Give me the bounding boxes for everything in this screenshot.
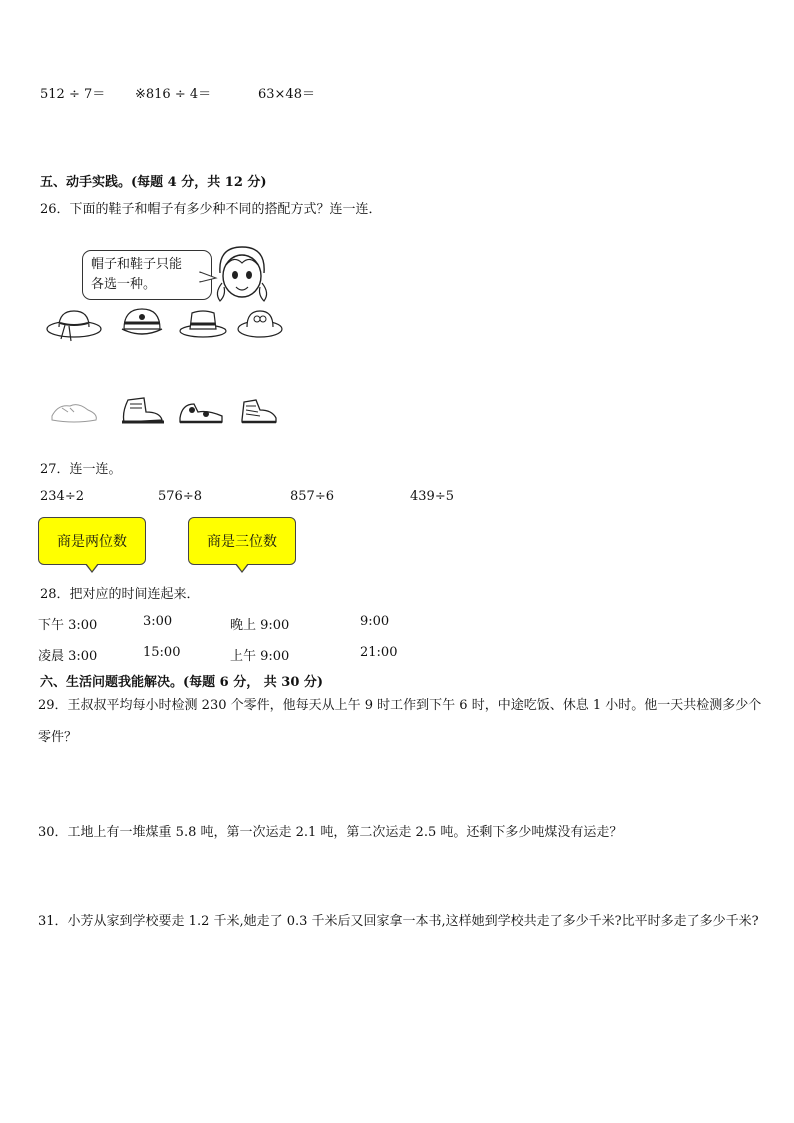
q28-r2-c1: 凌晨 3:00 — [38, 649, 98, 664]
three-digit-quotient-label: 商是三位数 — [207, 534, 277, 550]
two-digit-quotient-label: 商是两位数 — [57, 534, 127, 550]
calc-expr-1: 512 ÷ 7＝ — [40, 87, 106, 102]
q28-r1-c2: 3:00 — [143, 614, 173, 629]
question-30: 30．工地上有一堆煤重 5.8 吨，第一次运走 2.1 吨，第二次运走 2.5 吨。还剩下多少吨煤没有运走？ — [38, 825, 623, 840]
shoe-1-icon — [48, 398, 100, 428]
hat-2-icon — [118, 305, 164, 341]
q28-r1-c3: 晚上 9:00 — [230, 618, 290, 633]
shoe-4-icon — [236, 394, 280, 428]
q28-r2-c4: 21:00 — [360, 645, 398, 660]
girl-face-icon — [212, 243, 272, 305]
speech-bubble — [82, 250, 212, 300]
q27-expr-1: 234÷2 — [40, 489, 84, 504]
bubble-line-1: 帽子和鞋子只能 — [91, 257, 183, 272]
shoe-3-icon — [176, 396, 226, 426]
q28-r2-c2: 15:00 — [143, 645, 181, 660]
q27-expr-4: 439÷5 — [410, 489, 454, 504]
q28-r1-c1: 下午 3:00 — [38, 618, 98, 633]
question-31: 31．小芳从家到学校要走 1.2 千米,她走了 0.3 千米后又回家拿一本书,这样她到学校共走了多少千米?比平时多走了多少千米? — [38, 914, 759, 929]
bubble-line-2: 各选一种。 — [91, 277, 157, 292]
hat-4-icon — [236, 305, 284, 341]
hat-3-icon — [178, 307, 228, 339]
section-6-title: 六、生活问题我能解决。(每题 6 分， 共 30 分) — [40, 675, 324, 690]
q28-r2-c3: 上午 9:00 — [230, 649, 290, 664]
three-digit-quotient-box — [188, 517, 296, 565]
question-28: 28．把对应的时间连起来． — [40, 587, 200, 602]
section-5-title: 五、动手实践。(每题 4 分，共 12 分) — [40, 175, 267, 190]
calc-expr-2: ※816 ÷ 4＝ — [135, 87, 212, 102]
two-digit-quotient-box — [38, 517, 146, 565]
q27-expr-2: 576÷8 — [158, 489, 202, 504]
calc-expr-3: 63×48＝ — [258, 87, 315, 102]
question-26: 26．下面的鞋子和帽子有多少种不同的搭配方式？连一连． — [40, 202, 382, 217]
question-29: 29．王叔叔平均每小时检测 230 个零件，他每天从上午 9 时工作到下午 6 时，中途吃饭、休息 1 小时。他一天共检测多少个零件？ — [38, 698, 762, 745]
question-27: 27．连一连。 — [40, 462, 122, 477]
q27-expr-3: 857÷6 — [290, 489, 334, 504]
shoe-2-icon — [118, 394, 166, 428]
q28-r1-c4: 9:00 — [360, 614, 390, 629]
hat-1-icon — [45, 305, 103, 345]
